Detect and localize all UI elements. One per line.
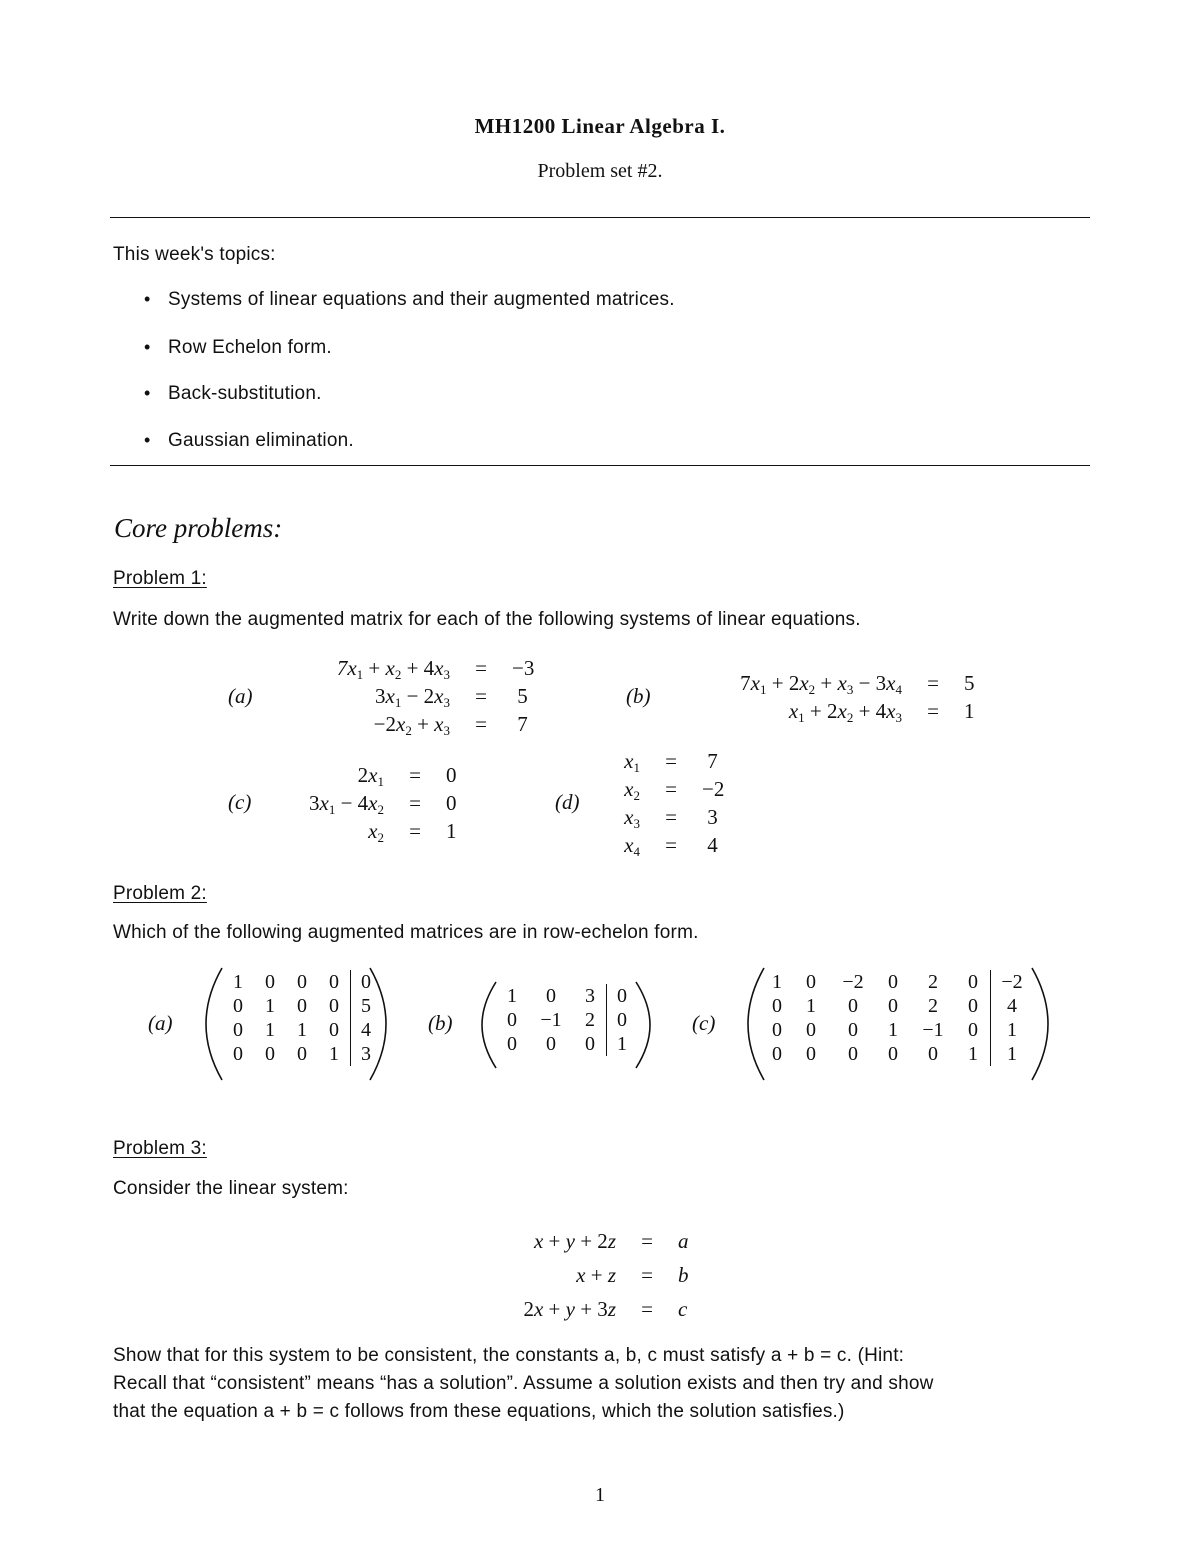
problem3-heading: Problem 3: — [113, 1138, 207, 1159]
problem3-text-line3: that the equation a + b = c follows from these equations, which the solution satisfies.) — [113, 1401, 845, 1422]
problem2c-matrix: 1 0 −2 0 2 0 −2 0 1 0 0 2 0 4 0 0 0 1 −1 0 1 0 0 0 0 0 1 1 — [762, 970, 1033, 1066]
topic-item: • Back-substitution. — [168, 383, 322, 405]
problem1a-label: (a) — [228, 684, 253, 708]
problem2-heading: Problem 2: — [113, 883, 207, 904]
problem1b-label: (b) — [626, 684, 651, 708]
topic-item: • Gaussian elimination. — [168, 430, 354, 452]
problem3-text-line1: Show that for this system to be consistent, the constants a, b, c must satisfy a + b = c. (Hint: — [113, 1345, 905, 1366]
problem1a-system: $7x_1 + x_2 + 4x_3$ = −3 $3x_1 - 2x_3$ = 5 $-2x_2 + x_3$ = 7 — [336, 656, 535, 738]
topics-intro: This week's topics: — [113, 244, 276, 265]
problem2a-label: (a) — [148, 1011, 173, 1035]
problem1b-system: $7x_1 + 2x_2 + x_3 - 3x_4$ = 5 $x_1 + 2x_2 + 4x_3$ = 1 — [740, 671, 975, 725]
document-subtitle: Problem set #2. — [537, 160, 663, 182]
problem3-text-line2: Recall that “consistent” means “has a solution”. Assume a solution exists and then try and show — [113, 1373, 934, 1394]
problem1-heading: Problem 1: — [113, 568, 207, 589]
problem2c-label: (c) — [692, 1011, 716, 1035]
problem1d-label: (d) — [555, 790, 580, 814]
section-title: Core problems: — [114, 513, 283, 543]
problem3-system: x + y + 2z = a x + z = b 2x + y + 3z = c — [523, 1229, 689, 1321]
problem1c-system: $2x_1$ = 0 $3x_1 - 4x_2$ = 0 $x_2$ = 1 — [309, 763, 457, 845]
problem2b-label: (b) — [428, 1011, 453, 1035]
problem3-intro: Consider the linear system: — [113, 1178, 349, 1199]
problem1d-system: $x_1$ = 7 $x_2$ = −2 $x_3$ = 3 $x_4$ = 4 — [624, 749, 725, 859]
document-title: MH1200 Linear Algebra I. — [474, 114, 726, 138]
problem2a-matrix: 1 0 0 0 0 0 1 0 0 5 0 1 1 0 4 0 0 0 1 3 — [222, 970, 381, 1066]
top-divider — [110, 217, 1090, 218]
right-paren-icon — [366, 966, 390, 1082]
right-paren-icon — [1028, 966, 1052, 1082]
right-paren-icon — [632, 980, 654, 1070]
problem2b-matrix: 1 0 3 0 0 −1 2 0 0 0 0 1 — [496, 984, 637, 1056]
problem2-text: Which of the following augmented matrices are in row-echelon form. — [113, 922, 699, 943]
problem1c-label: (c) — [228, 790, 252, 814]
page-number: 1 — [595, 1484, 605, 1506]
bottom-divider — [110, 465, 1090, 466]
problem1-text: Write down the augmented matrix for each of the following systems of linear equations. — [113, 609, 861, 630]
topic-item: • Systems of linear equations and their augmented matrices. — [168, 289, 675, 311]
topic-item: • Row Echelon form. — [168, 337, 332, 359]
